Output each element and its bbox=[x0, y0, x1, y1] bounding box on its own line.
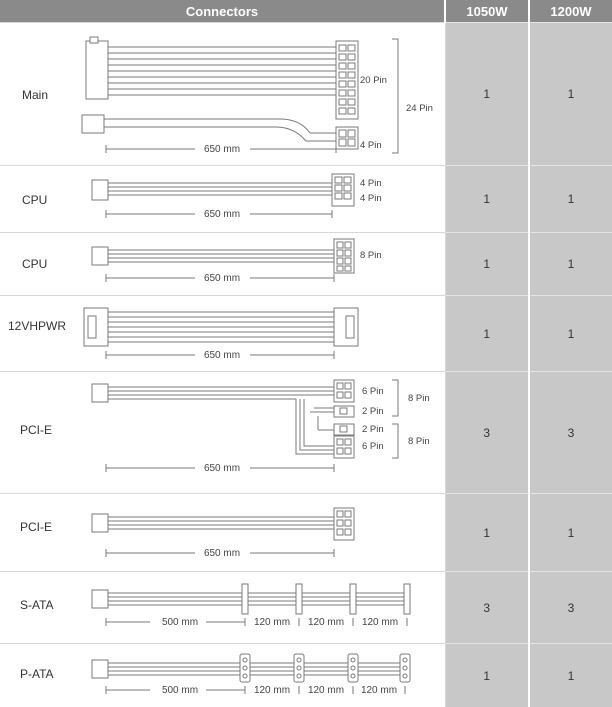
cable-length: 650 mm bbox=[204, 273, 240, 284]
pin-label: 4 Pin bbox=[360, 140, 382, 151]
segment-length: 120 mm bbox=[254, 617, 290, 628]
table-row bbox=[0, 233, 612, 296]
cpu-cable-diagram bbox=[0, 166, 444, 232]
sata-cable-diagram bbox=[0, 572, 444, 643]
cable-length: 650 mm bbox=[204, 209, 240, 220]
connector-cell bbox=[0, 296, 445, 372]
table-row bbox=[0, 372, 612, 494]
cable-length: 650 mm bbox=[204, 144, 240, 155]
connector-cell bbox=[0, 494, 445, 572]
connector-name: S-ATA bbox=[20, 598, 54, 612]
connector-name: Main bbox=[22, 88, 48, 102]
table-row bbox=[0, 572, 612, 644]
value-1200w: 3 bbox=[529, 372, 612, 494]
segment-length: 120 mm bbox=[254, 685, 290, 696]
value-1050w: 1 bbox=[445, 644, 529, 707]
pin-label: 2 Pin bbox=[362, 406, 384, 417]
pin-group-label: 8 Pin bbox=[408, 436, 430, 447]
table-row bbox=[0, 296, 612, 372]
value-1050w: 3 bbox=[445, 372, 529, 494]
connector-name: PCI-E bbox=[20, 520, 52, 534]
value-1200w: 1 bbox=[529, 233, 612, 296]
pin-label: 4 Pin bbox=[360, 178, 382, 189]
connector-cell bbox=[0, 372, 445, 494]
pin-group-label: 8 Pin bbox=[408, 393, 430, 404]
table-row bbox=[0, 23, 612, 166]
value-1050w: 3 bbox=[445, 572, 529, 644]
value-1200w: 1 bbox=[529, 644, 612, 707]
cable-length: 650 mm bbox=[204, 350, 240, 361]
connector-cell bbox=[0, 166, 445, 233]
value-1050w: 1 bbox=[445, 23, 529, 166]
value-1200w: 1 bbox=[529, 23, 612, 166]
connector-cell bbox=[0, 23, 445, 166]
connector-name: PCI-E bbox=[20, 423, 52, 437]
pin-label: 20 Pin bbox=[360, 75, 387, 86]
cable-length: 650 mm bbox=[204, 548, 240, 559]
header-1200w: 1200W bbox=[529, 0, 612, 23]
connector-cell bbox=[0, 644, 445, 707]
connector-name: P-ATA bbox=[20, 667, 54, 681]
pata-cable-diagram bbox=[0, 644, 444, 707]
header-row bbox=[0, 0, 612, 23]
value-1200w: 1 bbox=[529, 296, 612, 372]
header-connectors: Connectors bbox=[0, 0, 445, 23]
pin-label: 8 Pin bbox=[360, 250, 382, 261]
value-1200w: 3 bbox=[529, 572, 612, 644]
segment-length: 120 mm bbox=[362, 617, 398, 628]
pin-group-label: 24 Pin bbox=[406, 103, 433, 114]
pin-label: 4 Pin bbox=[360, 193, 382, 204]
pcie-cable-diagram bbox=[0, 494, 444, 571]
connector-cell bbox=[0, 233, 445, 296]
connector-cell bbox=[0, 572, 445, 644]
table-row bbox=[0, 166, 612, 233]
value-1200w: 1 bbox=[529, 494, 612, 572]
segment-length: 120 mm bbox=[308, 617, 344, 628]
pin-label: 6 Pin bbox=[362, 386, 384, 397]
cable-length: 650 mm bbox=[204, 463, 240, 474]
cpu-8pin-cable-diagram bbox=[0, 233, 444, 295]
segment-length: 120 mm bbox=[361, 685, 397, 696]
connector-name: CPU bbox=[22, 257, 47, 271]
value-1200w: 1 bbox=[529, 166, 612, 233]
main-cable-diagram bbox=[0, 23, 444, 165]
value-1050w: 1 bbox=[445, 494, 529, 572]
connector-name: 12VHPWR bbox=[8, 319, 66, 333]
table-row bbox=[0, 644, 612, 707]
connector-name: CPU bbox=[22, 193, 47, 207]
cable-length: 500 mm bbox=[162, 617, 198, 628]
pin-label: 2 Pin bbox=[362, 424, 384, 435]
value-1050w: 1 bbox=[445, 233, 529, 296]
value-1050w: 1 bbox=[445, 296, 529, 372]
12vhpwr-cable-diagram bbox=[0, 296, 444, 371]
cable-length: 500 mm bbox=[162, 685, 198, 696]
pin-label: 6 Pin bbox=[362, 441, 384, 452]
header-1050w: 1050W bbox=[445, 0, 529, 23]
table-row bbox=[0, 494, 612, 572]
pcie-dual-cable-diagram bbox=[0, 372, 444, 493]
segment-length: 120 mm bbox=[308, 685, 344, 696]
value-1050w: 1 bbox=[445, 166, 529, 233]
